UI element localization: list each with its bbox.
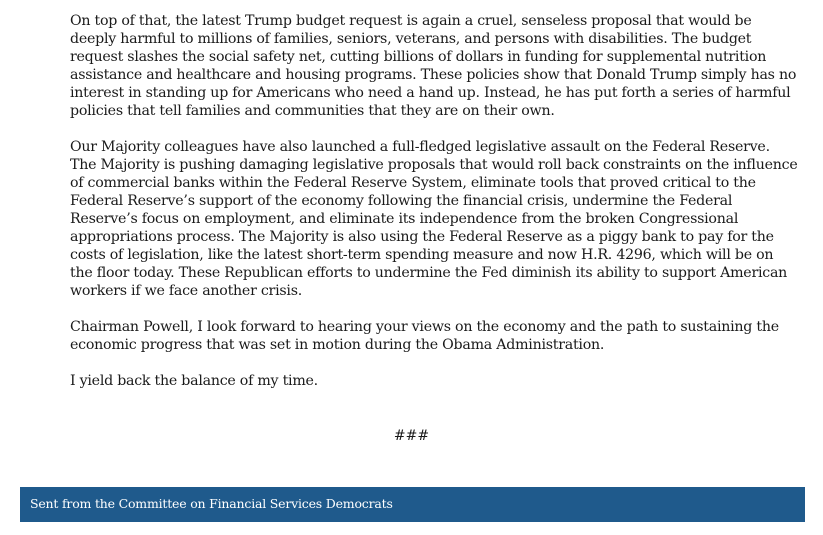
paragraph-federal-reserve: Our Majority colleagues have also launched a full-fledged legislative assault on the Federal Reserve. The Majority is pushing damaging legislative proposals that would roll back constraints on the influence of commercial banks within the Federal Reserve System, eliminate tools that proved critical to the Federal Reserve’s support of the economy following the financial crisis, undermine the Federal Reserve’s focus on employment, and eliminate its independence from the broken Congressional appropriations process. The Majority is also using the Federal Reserve as a piggy bank to pay for the costs of legislation, like the latest short-term spending measure and now H.R. 4296, which will be on the floor today. These Republican efforts to undermine the Fed diminish its ability to support American workers if we face another crisis.: [70, 139, 798, 299]
paragraph-yield-back: I yield back the balance of my time.: [70, 373, 318, 389]
footer-text: Sent from the Committee on Financial Services Democrats: [30, 496, 393, 511]
paragraph-budget-request: On top of that, the latest Trump budget request is again a cruel, senseless proposal that would be deeply harmful to millions of families, seniors, veterans, and persons with disabilities. The budget request slashes the social safety net, cutting billions of dollars in funding for supplemental nutrition assistance and healthcare and housing programs. These policies show that Donald Trump simply has no interest in standing up for Americans who need a hand up. Instead, he has put forth a series of harmful policies that tell families and communities that they are on their own.: [70, 13, 797, 119]
footer-bar: [20, 487, 805, 522]
end-marker: ###: [393, 428, 430, 444]
statement-body: [70, 12, 800, 408]
paragraph-chairman-powell: Chairman Powell, I look forward to hearing your views on the economy and the path to sustaining the economic progress that was set in motion during the Obama Administration.: [70, 319, 779, 353]
